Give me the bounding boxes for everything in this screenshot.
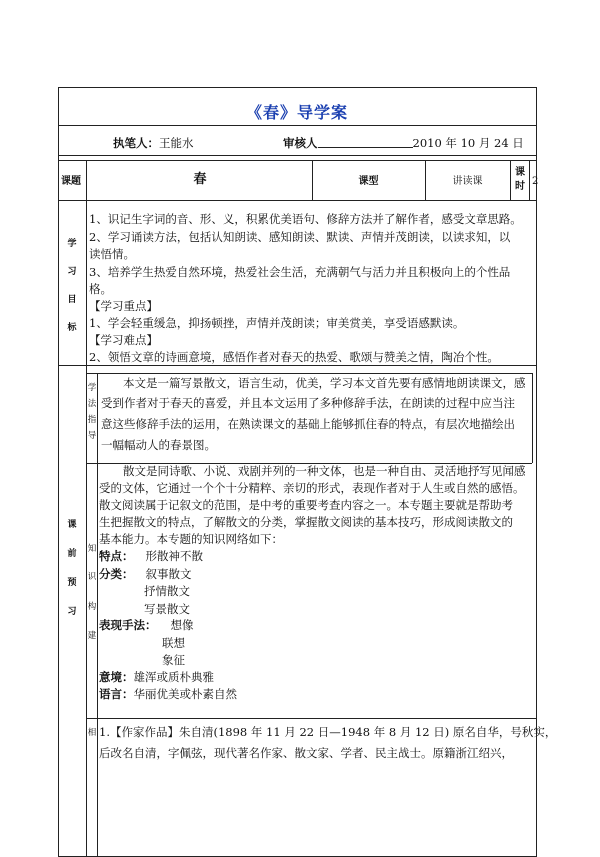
knowledge-line-2: 受的文体，它通过一个个十分精粹、亲切的形式，表现作者对于人生或自然的感悟。: [99, 481, 525, 495]
goal-line-7: 1、学会轻重缓急，抑扬顿挫，声情并茂朗读；审美赏美，享受语感默读。: [89, 316, 465, 330]
goals-label-3: 目: [67, 295, 77, 305]
language-value: 华丽优美或朴素自然: [133, 687, 237, 701]
knowledge-line-1: 散文是同诗歌、小说、戏剧并列的一种文体，也是一种自由、灵活地抒写见闻感: [123, 464, 526, 478]
language-label: 语言：: [99, 687, 134, 701]
language-row: [99, 686, 237, 703]
author-line: [113, 135, 194, 151]
divider: [58, 155, 537, 156]
method-label-3: 指: [87, 415, 97, 425]
goal-line-1: 1、识记生字词的音、形、义，积累优美语句、修辞方法并了解作者，感受文章思路。: [89, 212, 522, 226]
related-line-2: 后改名自清，字佩弦，现代著名作家、散文家、学者、民主战士。原籍浙江绍兴，: [99, 746, 513, 760]
feature-label: 特点：: [99, 549, 134, 563]
feature-row: [99, 548, 203, 565]
reviewer-blank: [318, 137, 413, 148]
method-line-4: 一幅幅动人的春景图。: [101, 438, 216, 452]
goal-line-2: 2、学习诵读方法，包括认知朗读、感知朗读、默读、声情并茂朗读，以读求知，以: [89, 230, 511, 244]
class-value-3: 写景散文: [144, 602, 190, 616]
preview-label-2: 前: [67, 549, 77, 559]
hours-value: 2: [532, 176, 539, 187]
class-value-2: 抒情散文: [144, 584, 190, 598]
knowledge-label-2: 识: [87, 572, 97, 582]
class-label: 分类：: [99, 567, 134, 581]
divider: [58, 365, 537, 366]
goal-line-4: 3、培养学生热爱自然环境，热爱社会生活，充满朝气与活力并且积极向上的个性品: [89, 265, 511, 279]
divider: [97, 463, 98, 718]
technique-row: [99, 617, 194, 634]
goal-line-3: 读悟情。: [89, 247, 135, 261]
knowledge-line-4: 生把握散文的特点，了解散文的分类，掌握散文阅读的基本技巧，形成阅读散文的: [99, 515, 513, 529]
related-label: 相: [87, 728, 97, 738]
technique-value-3: 象征: [162, 653, 185, 667]
divider: [58, 200, 537, 201]
key-point-heading: 【学习重点】: [89, 299, 158, 313]
divider: [510, 160, 511, 200]
type-value: 讲读课: [452, 176, 483, 187]
divider: [86, 160, 87, 857]
knowledge-label-1: 知: [87, 544, 97, 554]
date-text: 2010 年 10 月 24 日: [412, 136, 524, 150]
page-title: 《春》导学案: [245, 103, 348, 122]
goals-label-1: 学: [67, 239, 77, 249]
type-label: 课型: [358, 176, 379, 187]
knowledge-line-3: 散文阅读属于记叙文的范围，是中考的重要考查内容之一。本专题主要就是帮助考: [99, 498, 513, 512]
preview-label-4: 习: [67, 607, 77, 617]
goal-line-5: 格。: [89, 282, 112, 296]
divider: [86, 718, 537, 719]
method-line-1: 本文是一篇写景散文，语言生动，优美，学习本文首先要有感情地朗读课文，感: [123, 376, 526, 390]
mood-label: 意境：: [99, 670, 134, 684]
hours-label: 课时: [515, 167, 525, 192]
goals-label-2: 习: [67, 267, 77, 277]
reviewer-line: [283, 135, 524, 151]
preview-label-1: 课: [67, 520, 77, 530]
technique-value-2: 联想: [162, 636, 185, 650]
divider: [529, 160, 530, 200]
method-label-1: 学: [87, 383, 97, 393]
mood-row: [99, 669, 214, 686]
feature-value: 形散神不散: [145, 549, 203, 563]
preview-label-3: 预: [67, 578, 77, 588]
technique-value-1: 想像: [170, 618, 194, 632]
goal-line-9: 2、领悟文章的诗画意境，感悟作者对春天的热爱、歌颂与赞美之情，陶冶个性。: [89, 350, 499, 364]
method-label-2: 法: [87, 399, 97, 409]
difficulty-heading: 【学习难点】: [89, 333, 158, 347]
mood-value: 雄浑或质朴典雅: [133, 670, 214, 684]
knowledge-label-4: 建: [87, 631, 97, 641]
divider: [532, 373, 533, 463]
divider: [58, 125, 537, 126]
divider: [58, 160, 537, 161]
class-value-1: 叙事散文: [145, 567, 192, 581]
method-line-2: 受到作者对于春天的喜爱，并且本文运用了多种修辞手法，在朗读的过程中应当注: [101, 396, 515, 410]
course-label: 课题: [61, 176, 81, 187]
course-value: 春: [193, 172, 207, 187]
knowledge-label-3: 构: [87, 602, 97, 612]
author-name: 王能水: [159, 136, 194, 150]
related-line-1: 1.【作家作品】朱自清(1898 年 11 月 22 日—1948 年 8 月 12 日) 原名自华，号秋实，: [99, 725, 557, 739]
author-label: 执笔人：: [113, 136, 159, 150]
technique-label: 表现手法：: [99, 618, 157, 632]
method-line-3: 意这些修辞手法的运用，在熟读课文的基础上能够抓住春的特点，有层次地描绘出: [101, 417, 515, 431]
class-row: [99, 566, 192, 583]
method-label-4: 导: [87, 431, 97, 441]
goals-label-4: 标: [67, 323, 77, 333]
reviewer-label: 审核人: [283, 136, 318, 150]
knowledge-line-5: 基本能力。本专题的知识网络如下：: [99, 532, 283, 546]
